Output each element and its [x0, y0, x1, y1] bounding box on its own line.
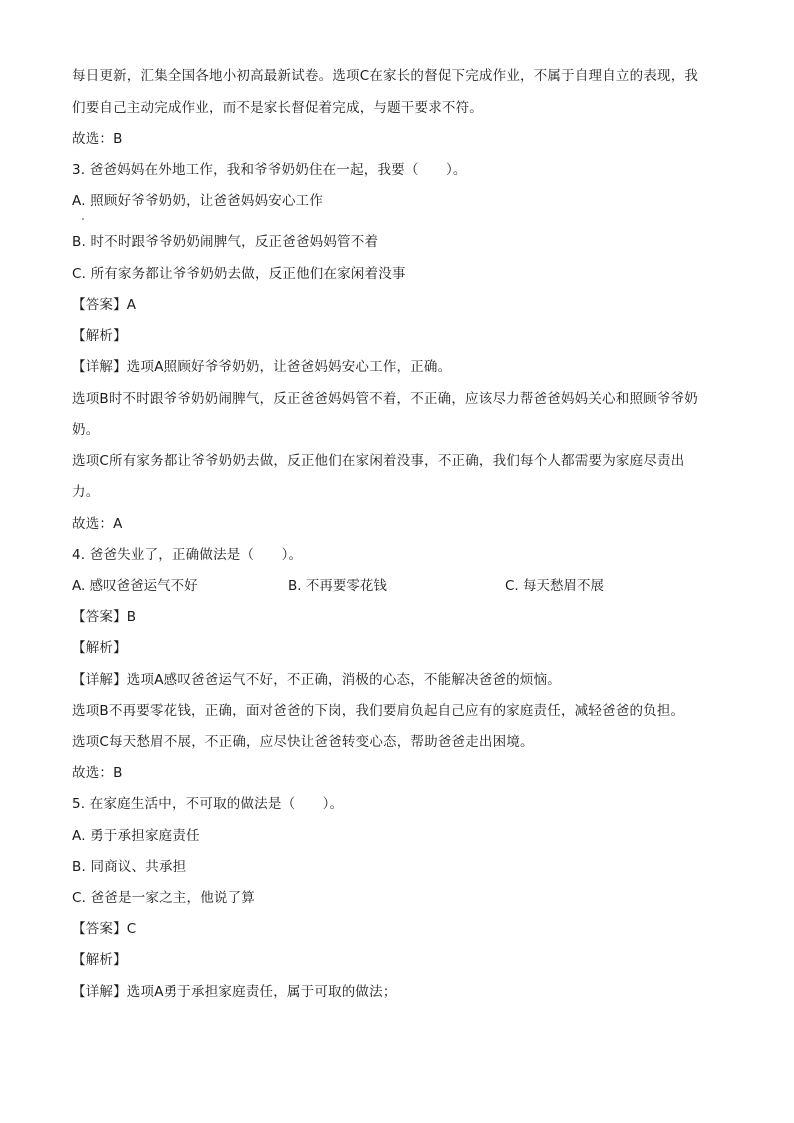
option-4c: C. 每天愁眉不展: [505, 578, 605, 594]
detail-line: 力。: [72, 484, 100, 500]
analysis-label: 【解析】: [72, 640, 127, 656]
question-4: 4. 爸爸失业了，正确做法是（ ）。: [72, 547, 303, 563]
analysis-label: 【解析】: [72, 952, 127, 968]
option-3c: C. 所有家务都让爷爷奶奶去做，反正他们在家闲着没事: [72, 266, 406, 282]
answer-choice-line: 故选：A: [72, 516, 123, 532]
option-5c: C. 爸爸是一家之主，他说了算: [72, 890, 256, 906]
detail-line: 选项C所有家务都让爷爷奶奶去做，反正他们在家闲着没事，不正确，我们每个人都需要为家庭尽责出: [72, 453, 685, 469]
detail-line: 【详解】选项A勇于承担家庭责任，属于可取的做法；: [72, 984, 397, 1000]
detail-line: 选项B时不时跟爷爷奶奶闹脾气，反正爸爸妈妈管不着，不正确，应该尽力帮爸爸妈妈关心和照顾爷爷奶: [72, 391, 698, 407]
answer-label: 【答案】C: [72, 921, 137, 937]
answer-choice-line: 故选：B: [72, 131, 123, 147]
text-line: 每日更新，汇集全国各地小初高最新试卷。选项C在家长的督促下完成作业，不属于自理自立的表现，我: [72, 68, 699, 84]
answer-choice-line: 故选：B: [72, 765, 123, 781]
detail-line: 奶。: [72, 422, 100, 438]
question-3: 3. 爸爸妈妈在外地工作，我和爷爷奶奶住在一起，我要（ ）。: [72, 162, 467, 178]
detail-line: 【详解】选项A照顾好爷爷奶奶，让爸爸妈妈安心工作，正确。: [72, 359, 452, 375]
option-5b: B. 同商议、共承担: [72, 859, 187, 875]
detail-line: 选项B不再要零花钱，正确，面对爸爸的下岗，我们要肩负起自己应有的家庭责任，减轻爸爸的负担。: [72, 703, 685, 719]
stray-dot: [82, 218, 84, 220]
analysis-label: 【解析】: [72, 328, 127, 344]
option-4b: B. 不再要零花钱: [288, 578, 387, 594]
answer-label: 【答案】B: [72, 609, 137, 625]
detail-line: 选项C每天愁眉不展，不正确，应尽快让爸爸转变心态，帮助爸爸走出困境。: [72, 734, 534, 750]
option-3a: A. 照顾好爷爷奶奶，让爸爸妈妈安心工作: [72, 193, 324, 209]
option-4a: A. 感叹爸爸运气不好: [72, 578, 198, 594]
answer-label: 【答案】A: [72, 297, 137, 313]
detail-line: 【详解】选项A感叹爸爸运气不好，不正确，消极的心态，不能解决爸爸的烦恼。: [72, 672, 561, 688]
text-line: 们要自己主动完成作业，而不是家长督促着完成，与题干要求不符。: [72, 100, 483, 116]
q4-options-row: [72, 576, 722, 596]
question-5: 5. 在家庭生活中，不可取的做法是（ ）。: [72, 796, 344, 812]
option-5a: A. 勇于承担家庭责任: [72, 828, 200, 844]
option-3b: B. 时不时跟爷爷奶奶闹脾气，反正爸爸妈妈管不着: [72, 234, 379, 250]
